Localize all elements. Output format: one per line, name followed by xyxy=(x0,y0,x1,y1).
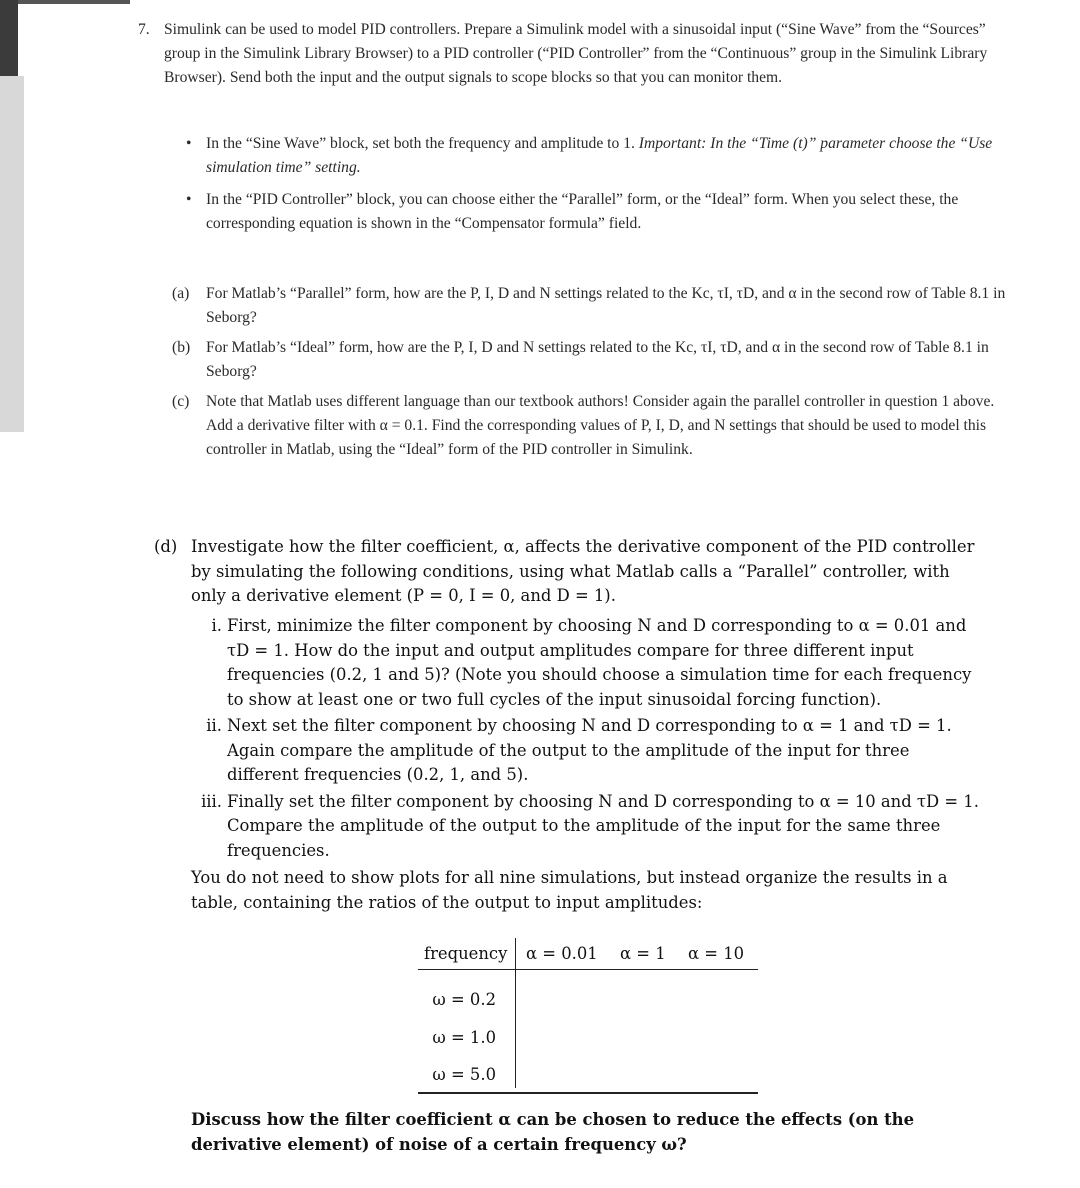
instruction-bullets xyxy=(186,132,1016,244)
part-d-items xyxy=(194,614,986,865)
table-row-label: ω = 1.0 xyxy=(432,1028,496,1047)
sub-item-iii xyxy=(194,790,986,864)
bullet-dot-icon: • xyxy=(186,135,192,152)
table-row-label: ω = 0.2 xyxy=(432,990,496,1009)
parts-abc xyxy=(172,282,1018,468)
sub-item-ii xyxy=(194,714,986,788)
table-header-alpha-1: α = 1 xyxy=(620,944,666,963)
part-a xyxy=(172,282,1018,330)
part-b xyxy=(172,336,1018,384)
bullet-item xyxy=(186,188,1016,236)
part-label: (d) xyxy=(154,537,178,556)
scan-edge-top xyxy=(0,0,130,4)
bullet-text: In the “Sine Wave” block, set both the frequency and amplitude to 1. xyxy=(206,135,639,152)
table-instructions: You do not need to show plots for all nine simulations, but instead organize the results in a table, containing the ratios of the output to input amplitudes: xyxy=(191,868,948,912)
sub-label: i. xyxy=(211,616,222,635)
bullet-dot-icon: • xyxy=(186,191,192,208)
part-c xyxy=(172,390,1018,462)
sub-label: ii. xyxy=(206,716,222,735)
sub-text: Next set the filter component by choosing N and D corresponding to α = 1 and τD = 1. Again compare the amplitude of the output to the amplitude of the input for three different frequencies (0.2, 1, and 5). xyxy=(227,716,952,784)
table-rule-top xyxy=(418,969,758,970)
sub-text: Finally set the filter component by choosing N and D corresponding to α = 10 and τD = 1. Compare the amplitude of the output to the amplitude of the input for the same three frequencies. xyxy=(227,791,979,860)
table-header-frequency: frequency xyxy=(424,944,508,963)
part-text: Note that Matlab uses different language than our textbook authors! Consider again the parallel controller in question 1 above. Add a derivative filter with α = 0.1. Find the corresponding values of P, I, D, and N settings that should be used to model this controller in Matlab, using the “Ideal” form of the PID controller in Simulink. xyxy=(206,393,995,458)
scan-edge-dark xyxy=(0,0,18,76)
table-row-label: ω = 5.0 xyxy=(432,1065,496,1084)
part-text: For Matlab’s “Ideal” form, how are the P, I, D and N settings related to the Kc, τI, τD, and α in the second row of Table 8.1 in Seborg? xyxy=(206,339,989,380)
part-label: (b) xyxy=(172,339,191,356)
part-d-text: Investigate how the filter coefficient, α, affects the derivative component of the PID controller by simulating the following conditions, using what Matlab calls a “Parallel” controller, with only a derivative element (P = 0, I = 0, and D = 1). xyxy=(191,537,975,605)
sub-label: iii. xyxy=(201,791,222,811)
question-text: Simulink can be used to model PID controllers. Prepare a Simulink model with a sinusoidal input (“Sine Wave” from the “Sources” group in the Simulink Library Browser) to a PID controller (“PID Controller” from the “Continuous” group in the Simulink Library Browser). Send both the input and the output signals to scope blocks so that you can monitor them. xyxy=(164,21,988,86)
part-text: For Matlab’s “Parallel” form, how are the P, I, D and N settings related to the Kc, τI, τD, and α in the second row of Table 8.1 in Seborg? xyxy=(206,285,1006,326)
question-7 xyxy=(138,18,1018,90)
part-label: (a) xyxy=(172,285,190,302)
bullet-emphasis: Important: In the “Time (t)” parameter choose the “Use simulation time” setting. xyxy=(206,135,993,176)
part-label: (c) xyxy=(172,393,190,410)
table-header-alpha-001: α = 0.01 xyxy=(526,944,598,963)
part-d xyxy=(154,535,986,609)
scan-edge-light xyxy=(0,76,24,432)
table-rule-vertical xyxy=(515,938,516,1088)
table-rule-bottom xyxy=(418,1092,758,1094)
results-table xyxy=(418,938,758,1094)
question-number: 7. xyxy=(138,21,150,38)
discussion-question: Discuss how the filter coefficient α can be chosen to reduce the effects (on the derivative element) of noise of a certain frequency ω? xyxy=(191,1110,915,1154)
sub-text: First, minimize the filter component by choosing N and D corresponding to α = 0.01 and τD = 1. How do the input and output amplitudes compare for three different input frequencies (0.2, 1 and 5)? (Note you should choose a simulation time for each frequency to show at least one or two full cycles of the input sinusoidal forcing function). xyxy=(227,616,972,709)
bullet-text: In the “PID Controller” block, you can choose either the “Parallel” form, or the “Ideal” form. When you select these, the corresponding equation is shown in the “Compensator formula” field. xyxy=(206,191,959,232)
bullet-item xyxy=(186,132,1016,180)
sub-item-i xyxy=(194,614,986,712)
table-header-alpha-10: α = 10 xyxy=(688,944,745,963)
